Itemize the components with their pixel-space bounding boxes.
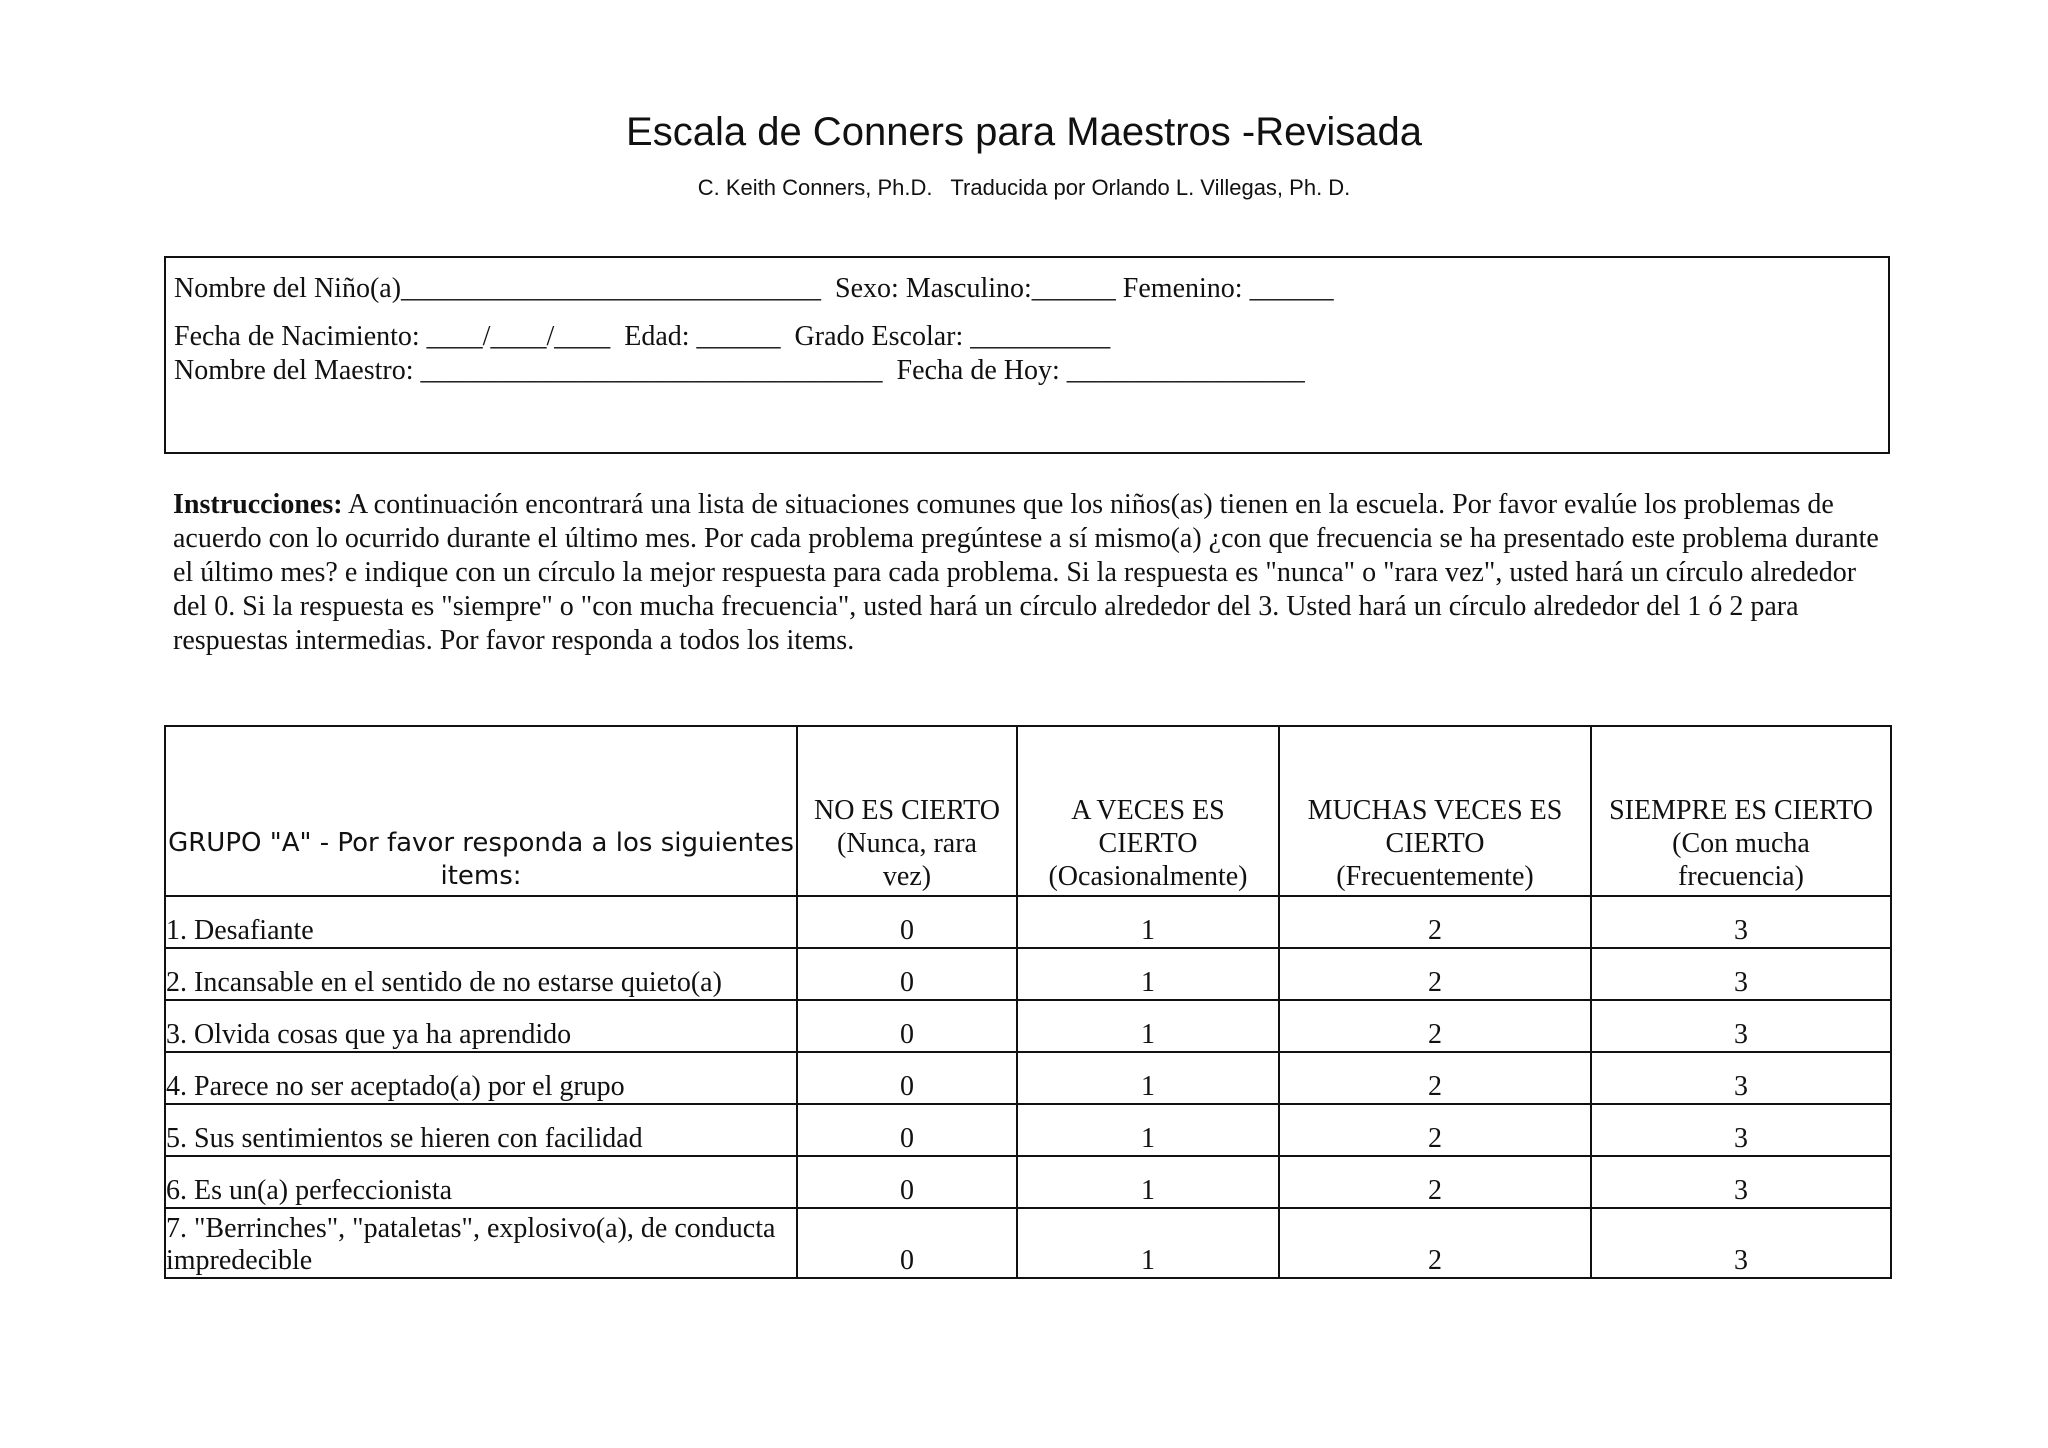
score-option-1[interactable]: 1 bbox=[1017, 1052, 1279, 1104]
score-option-1[interactable]: 1 bbox=[1017, 1208, 1279, 1278]
col-header-line: vez) bbox=[882, 861, 932, 892]
table-row bbox=[165, 1052, 1891, 1104]
col-header-line: SIEMPRE ES CIERTO bbox=[1609, 795, 1873, 826]
score-option-3[interactable]: 3 bbox=[1591, 1156, 1891, 1208]
score-option-0[interactable]: 0 bbox=[797, 1208, 1017, 1278]
table-row bbox=[165, 1208, 1891, 1278]
instructions-paragraph bbox=[173, 488, 1893, 658]
col-header-line: (Nunca, rara bbox=[837, 828, 977, 859]
page-title: Escala de Conners para Maestros -Revisada bbox=[626, 110, 1422, 154]
score-option-0[interactable]: 0 bbox=[797, 948, 1017, 1000]
col-header-sometimes bbox=[1017, 726, 1279, 896]
score-option-2[interactable]: 2 bbox=[1279, 1000, 1591, 1052]
table-row bbox=[165, 1000, 1891, 1052]
col-header-line: CIERTO bbox=[1098, 828, 1198, 859]
score-option-0[interactable]: 0 bbox=[797, 1104, 1017, 1156]
score-option-0[interactable]: 0 bbox=[797, 1000, 1017, 1052]
col-header-always bbox=[1591, 726, 1891, 896]
table-header-row bbox=[165, 726, 1891, 896]
col-header-line: (Frecuentemente) bbox=[1336, 861, 1534, 892]
score-option-1[interactable]: 1 bbox=[1017, 1000, 1279, 1052]
table-row bbox=[165, 948, 1891, 1000]
score-option-1[interactable]: 1 bbox=[1017, 1156, 1279, 1208]
score-option-3[interactable]: 3 bbox=[1591, 948, 1891, 1000]
item-label: 1. Desafiante bbox=[165, 896, 797, 948]
col-header-line: A VECES ES bbox=[1071, 795, 1225, 826]
info-line-child-sex: Nombre del Niño(a)______________________________ Sexo: Masculino:______ Femenino: ______ bbox=[174, 273, 1334, 304]
col-header-line: MUCHAS VECES ES bbox=[1307, 795, 1563, 826]
score-option-3[interactable]: 3 bbox=[1591, 896, 1891, 948]
col-header-line: frecuencia) bbox=[1678, 861, 1804, 892]
score-option-1[interactable]: 1 bbox=[1017, 1104, 1279, 1156]
score-option-2[interactable]: 2 bbox=[1279, 948, 1591, 1000]
table-row bbox=[165, 1104, 1891, 1156]
item-label: 7. "Berrinches", "pataletas", explosivo(a), de conducta impredecible bbox=[165, 1208, 797, 1278]
col-header-line: (Ocasionalmente) bbox=[1048, 861, 1248, 892]
score-option-2[interactable]: 2 bbox=[1279, 896, 1591, 948]
score-option-3[interactable]: 3 bbox=[1591, 1052, 1891, 1104]
score-option-3[interactable]: 3 bbox=[1591, 1104, 1891, 1156]
info-line-teacher-date: Nombre del Maestro: _________________________________ Fecha de Hoy: _________________ bbox=[174, 355, 1305, 386]
score-option-1[interactable]: 1 bbox=[1017, 896, 1279, 948]
student-info-box bbox=[164, 256, 1890, 454]
col-header-never bbox=[797, 726, 1017, 896]
score-option-1[interactable]: 1 bbox=[1017, 948, 1279, 1000]
table-row bbox=[165, 1156, 1891, 1208]
score-option-0[interactable]: 0 bbox=[797, 1052, 1017, 1104]
page-subtitle: C. Keith Conners, Ph.D. Traducida por Orlando L. Villegas, Ph. D. bbox=[697, 175, 1351, 200]
score-option-2[interactable]: 2 bbox=[1279, 1052, 1591, 1104]
col-header-line: NO ES CIERTO bbox=[813, 795, 1001, 826]
score-option-2[interactable]: 2 bbox=[1279, 1156, 1591, 1208]
col-header-often bbox=[1279, 726, 1591, 896]
col-header-line: (Con mucha bbox=[1672, 828, 1810, 859]
item-label: 5. Sus sentimientos se hieren con facilidad bbox=[165, 1104, 797, 1156]
rating-table bbox=[164, 725, 1892, 1279]
instructions-text: A continuación encontrará una lista de situaciones comunes que los niños(as) tienen en la escuela. Por favor evalúe los problemas de acuerdo con lo ocurrido durante el último mes. Por cada problema pregúntese a sí mismo(a) ¿con que frecuencia se ha presentado este problema durante el último mes? e indique con un círculo la mejor respuesta para cada problema. Si la respuesta es "nunca" o "rara vez", usted hará un círculo alrededor del 0. Si la respuesta es "siempre" o "con mucha frecuencia", usted hará un círculo alrededor del 3. Usted hará un círculo alrededor del 1 ó 2 para respuestas intermedias. Por favor responda a todos los items. bbox=[173, 489, 1879, 656]
score-option-3[interactable]: 3 bbox=[1591, 1000, 1891, 1052]
col-header-line: CIERTO bbox=[1385, 828, 1485, 859]
score-option-2[interactable]: 2 bbox=[1279, 1208, 1591, 1278]
score-option-3[interactable]: 3 bbox=[1591, 1208, 1891, 1278]
item-label: 6. Es un(a) perfeccionista bbox=[165, 1156, 797, 1208]
info-line-birth-age-grade: Fecha de Nacimiento: ____/____/____ Edad: ______ Grado Escolar: __________ bbox=[174, 321, 1111, 352]
item-label: 3. Olvida cosas que ya ha aprendido bbox=[165, 1000, 797, 1052]
table-row bbox=[165, 896, 1891, 948]
item-label: 4. Parece no ser aceptado(a) por el grupo bbox=[165, 1052, 797, 1104]
score-option-2[interactable]: 2 bbox=[1279, 1104, 1591, 1156]
score-option-0[interactable]: 0 bbox=[797, 896, 1017, 948]
score-option-0[interactable]: 0 bbox=[797, 1156, 1017, 1208]
item-label: 2. Incansable en el sentido de no estarse quieto(a) bbox=[165, 948, 797, 1000]
group-a-header: GRUPO "A" - Por favor responda a los siguientes items: bbox=[165, 726, 797, 896]
instructions-label: Instrucciones: bbox=[173, 489, 343, 520]
